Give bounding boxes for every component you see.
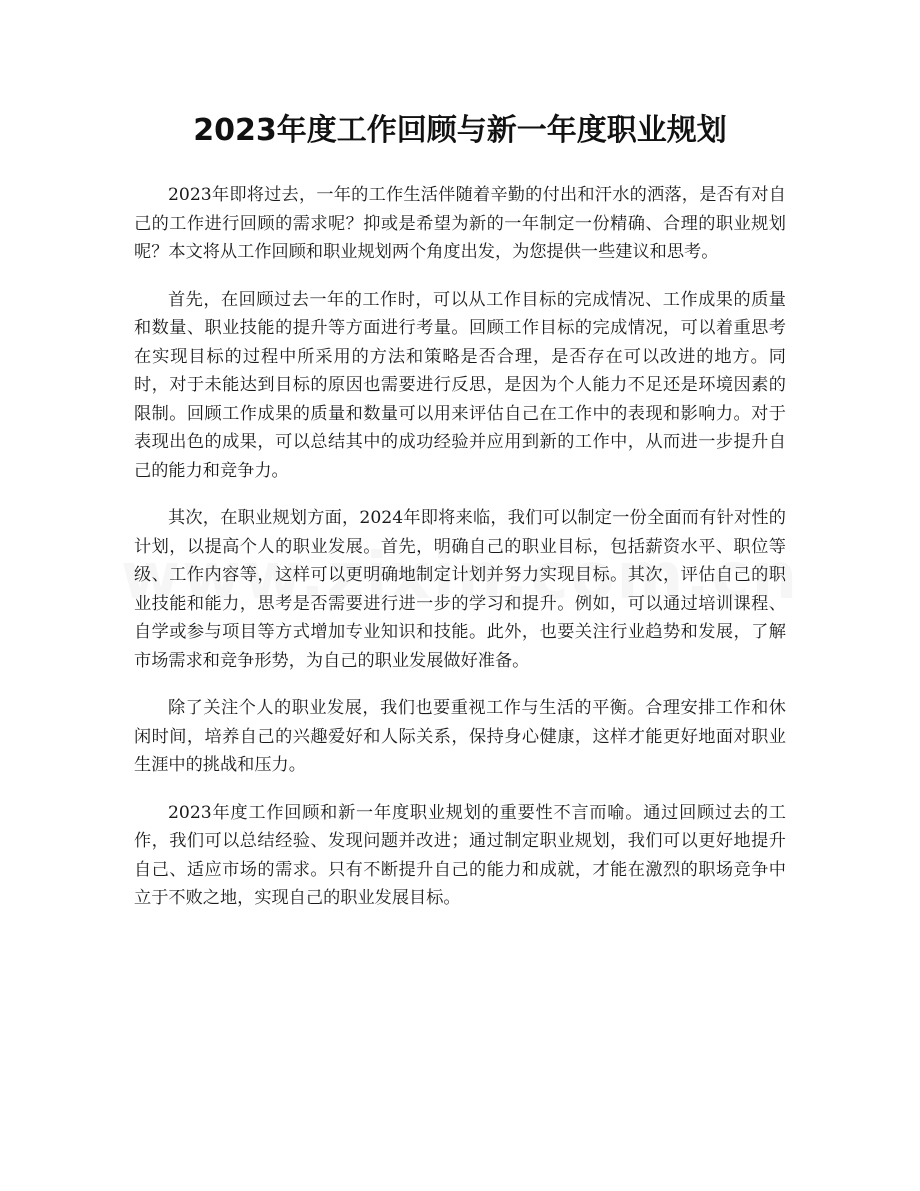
paragraph-work-review: 首先，在回顾过去一年的工作时，可以从工作目标的完成情况、工作成果的质量和数量、职业技能的提升等方面进行考量。回顾工作目标的完成情况，可以着重思考在实现目标的过程中所采用的方法和策略是否合理，是否存在可以改进的地方。同时，对于未能达到目标的原因也需要进行反思，是因为个人能力不足还是环境因素的限制。回顾工作成果的质量和数量可以用来评估自己在工作中的表现和影响力。对于表现出色的成果，可以总结其中的成功经验并应用到新的工作中，从而进一步提升自己的能力和竞争力。 [134, 289, 786, 481]
paragraph-conclusion: 2023年度工作回顾和新一年度职业规划的重要性不言而喻。通过回顾过去的工作，我们可以总结经验、发现问题并改进；通过制定职业规划，我们可以更好地提升自己、适应市场的需求。只有不断提升自己的能力和成就，才能在激烈的职场竞争中立于不败之地，实现自己的职业发展目标。 [134, 802, 786, 908]
document-title: 2023年度工作回顾与新一年度职业规划 [193, 113, 727, 148]
paragraph-work-life-balance: 除了关注个人的职业发展，我们也要重视工作与生活的平衡。合理安排工作和休闲时间，培养自己的兴趣爱好和人际关系，保持身心健康，这样才能更好地面对职业生涯中的挑战和压力。 [134, 698, 786, 775]
paragraph-intro: 2023年即将过去，一年的工作生活伴随着辛勤的付出和汗水的洒落，是否有对自己的工作进行回顾的需求呢？抑或是希望为新的一年制定一份精确、合理的职业规划呢？本文将从工作回顾和职业规划两个角度出发，为您提供一些建议和思考。 [134, 185, 786, 262]
paragraph-career-plan: 其次，在职业规划方面，2024年即将来临，我们可以制定一份全面而有针对性的计划，以提高个人的职业发展。首先，明确自己的职业目标，包括薪资水平、职位等级、工作内容等，这样可以更明确地制定计划并努力实现目标。其次，评估自己的职业技能和能力，思考是否需要进行进一步的学习和提升。例如，可以通过培训课程、自学或参与项目等方式增加专业知识和技能。此外，也要关注行业趋势和发展，了解市场需求和竞争形势，为自己的职业发展做好准备。 [134, 508, 786, 671]
document-body [134, 181, 786, 932]
